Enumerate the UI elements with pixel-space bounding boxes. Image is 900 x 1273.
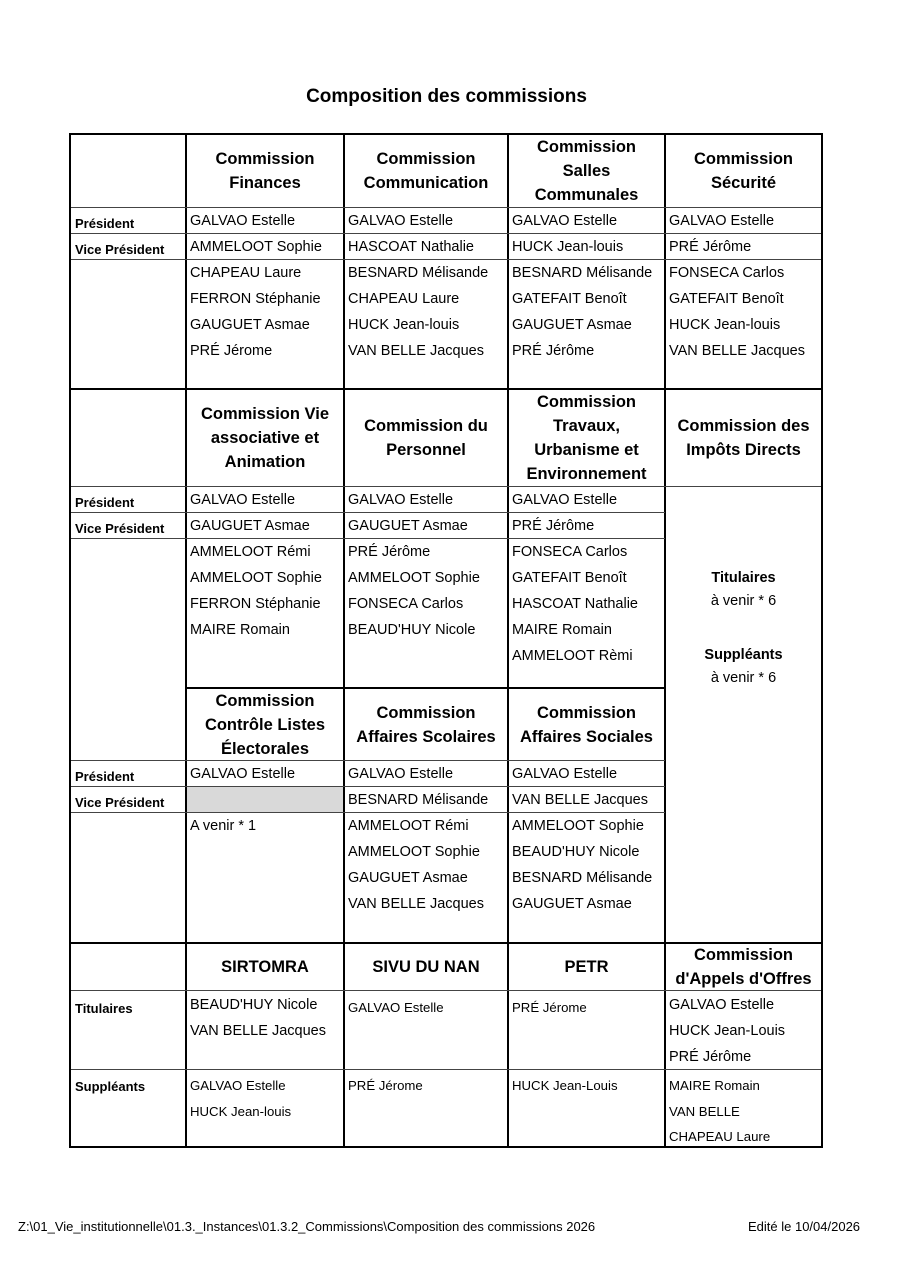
member-name: FONSECA Carlos <box>348 596 464 612</box>
member-name <box>187 787 295 813</box>
member-name: AMMELOOT Sophie <box>512 818 644 834</box>
member-name: HUCK Jean-Louis <box>669 1023 786 1039</box>
member-name: CHAPEAU Laure <box>190 265 302 281</box>
member-name: GALVAO Estelle <box>348 1000 444 1015</box>
titulaires-petr <box>509 995 587 1021</box>
label-suppleants: Suppléants <box>75 1079 146 1094</box>
member-name: GALVAO Estelle <box>190 492 296 508</box>
suppleants-sivu-du-nan <box>345 1073 423 1099</box>
member-name: BESNARD Mélisande <box>348 792 489 808</box>
header-commission-salles-communales: Commission Salles Communales <box>534 138 639 204</box>
member-name: BEAUD'HUY Nicole <box>512 844 640 860</box>
members-salles-communales <box>509 208 652 364</box>
member-name: AMMELOOT Rémi <box>348 818 469 834</box>
member-name: HUCK Jean-louis <box>512 239 624 255</box>
impots-titulaires-label: Titulaires <box>711 570 776 586</box>
member-name: A venir * 1 <box>190 818 257 834</box>
member-name: CHAPEAU Laure <box>348 291 460 307</box>
label-vice-president: Vice Président <box>75 795 165 810</box>
member-name: MAIRE Romain <box>190 622 290 638</box>
titulaires-appels-offres <box>666 992 785 1070</box>
member-name: BESNARD Mélisande <box>512 265 653 281</box>
header-commission-controle-listes: Commission Contrôle Listes Électorales <box>204 691 326 758</box>
member-name: HUCK Jean-louis <box>348 317 460 333</box>
label-titulaires: Titulaires <box>75 1001 133 1016</box>
member-name: FONSECA Carlos <box>512 544 628 560</box>
impots-directs-details <box>666 567 821 690</box>
member-name: GATEFAIT Benoît <box>512 570 627 586</box>
members-affaires-scolaires <box>345 761 488 917</box>
member-name: BESNARD Mélisande <box>348 265 489 281</box>
impots-titulaires-value: à venir * 6 <box>710 593 777 609</box>
header-commission-affaires-scolaires: Commission Affaires Scolaires <box>356 703 496 746</box>
suppleants-petr <box>509 1073 618 1099</box>
members-securite <box>666 208 805 364</box>
members-communication <box>345 208 488 364</box>
member-name: VAN BELLE Jacques <box>190 1023 326 1039</box>
member-name: GAUGUET Asmae <box>348 518 468 534</box>
member-name: GALVAO Estelle <box>512 213 618 229</box>
member-name: GALVAO Estelle <box>190 766 296 782</box>
header-petr: PETR <box>564 958 609 976</box>
member-name: GALVAO Estelle <box>669 213 775 229</box>
member-name: GALVAO Estelle <box>348 213 454 229</box>
members-vie-associative <box>187 487 322 643</box>
header-commission-communication: Commission Communication <box>363 150 489 192</box>
member-name: PRÉ Jérome <box>512 1000 587 1015</box>
member-name: GALVAO Estelle <box>512 492 618 508</box>
members-controle-listes <box>187 761 295 839</box>
member-name: FERRON Stéphanie <box>190 291 321 307</box>
members-affaires-sociales <box>509 761 652 917</box>
label-president: Président <box>75 769 135 784</box>
member-name: HUCK Jean-Louis <box>512 1078 618 1093</box>
member-name: GAUGUET Asmae <box>512 317 632 333</box>
header-commission-finances: Commission Finances <box>215 150 315 192</box>
member-name: GAUGUET Asmae <box>512 896 632 912</box>
members-travaux <box>509 487 638 669</box>
member-name: HASCOAT Nathalie <box>512 596 638 612</box>
header-sivu-du-nan: SIVU DU NAN <box>372 958 480 976</box>
member-name: HUCK Jean-louis <box>190 1104 292 1119</box>
header-commission-personnel: Commission du Personnel <box>364 417 488 459</box>
member-name: AMMELOOT Rèmi <box>512 648 633 664</box>
member-name: FERRON Stéphanie <box>190 596 321 612</box>
member-name: MAIRE Romain <box>669 1078 760 1093</box>
titulaires-sivu-du-nan <box>345 995 444 1021</box>
member-name: GALVAO Estelle <box>190 1078 286 1093</box>
suppleants-sirtomra <box>187 1073 291 1125</box>
member-name: VAN BELLE <box>669 1103 740 1119</box>
commissions-table <box>69 133 823 1148</box>
header-commission-affaires-sociales: Commission Affaires Sociales <box>520 703 653 746</box>
member-name: PRÉ Jérôme <box>669 1049 752 1065</box>
member-name: VAN BELLE Jacques <box>348 896 484 912</box>
header-commission-securite: Commission Sécurité <box>693 150 794 192</box>
member-name: BESNARD Mélisande <box>512 870 653 886</box>
footer-edit-date: Edité le 10/04/2026 <box>748 1219 861 1234</box>
member-name: VAN BELLE Jacques <box>512 792 648 808</box>
member-name: GAUGUET Asmae <box>348 870 468 886</box>
member-name: GALVAO Estelle <box>512 766 618 782</box>
member-name: VAN BELLE Jacques <box>669 343 805 359</box>
member-name: PRÉ Jérome <box>190 343 273 359</box>
label-president: Président <box>75 216 135 231</box>
member-name: AMMELOOT Sophie <box>190 570 322 586</box>
impots-suppleants-value: à venir * 6 <box>710 670 777 686</box>
member-name: AMMELOOT Rémi <box>190 544 311 560</box>
member-name: AMMELOOT Sophie <box>348 570 480 586</box>
label-vice-president: Vice Président <box>75 242 165 257</box>
header-commission-appels-offres: Commission d'Appels d'Offres <box>675 946 812 988</box>
member-name: GALVAO Estelle <box>348 492 454 508</box>
header-commission-impots-directs: Commission des Impôts Directs <box>677 417 810 459</box>
member-name: GAUGUET Asmae <box>190 317 310 333</box>
member-name: PRÉ Jérome <box>348 1078 423 1093</box>
member-name: MAIRE Romain <box>512 622 612 638</box>
member-name: FONSECA Carlos <box>669 265 785 281</box>
member-name: GAUGUET Asmae <box>190 518 310 534</box>
member-name: AMMELOOT Sophie <box>190 239 322 255</box>
member-name: AMMELOOT Sophie <box>348 844 480 860</box>
footer-file-path: Z:\01_Vie_institutionnelle\01.3._Instances\01.3.2_Commissions\Composition des commissions 2026 <box>18 1219 596 1234</box>
member-name: PRÉ Jérôme <box>669 239 752 255</box>
member-name: PRÉ Jérôme <box>512 343 595 359</box>
member-name: VAN BELLE Jacques <box>348 343 484 359</box>
label-vice-president: Vice Président <box>75 521 165 536</box>
member-name: HUCK Jean-louis <box>669 317 781 333</box>
member-name: BEAUD'HUY Nicole <box>348 622 476 638</box>
impots-suppleants-label: Suppléants <box>704 647 783 663</box>
member-name: CHAPEAU Laure <box>669 1129 771 1144</box>
header-commission-travaux: Commission Travaux, Urbanisme et Environnement <box>526 393 647 483</box>
label-president: Président <box>75 495 135 510</box>
header-commission-vie-associative: Commission Vie associative et Animation <box>200 405 330 471</box>
member-name: PRÉ Jérôme <box>348 544 431 560</box>
member-name: GALVAO Estelle <box>190 213 296 229</box>
member-name: GALVAO Estelle <box>669 997 775 1013</box>
member-name: BEAUD'HUY Nicole <box>190 997 318 1013</box>
member-name: GALVAO Estelle <box>348 766 454 782</box>
member-name: HASCOAT Nathalie <box>348 239 474 255</box>
members-finances <box>187 208 322 364</box>
member-name: GATEFAIT Benoît <box>512 291 627 307</box>
members-personnel <box>345 487 480 643</box>
titulaires-sirtomra <box>187 992 326 1044</box>
page-title: Composition des commissions <box>306 86 587 107</box>
header-sirtomra: SIRTOMRA <box>221 958 309 976</box>
member-name: PRÉ Jérôme <box>512 518 595 534</box>
member-name: GATEFAIT Benoît <box>669 291 784 307</box>
suppleants-appels-offres <box>666 1073 770 1150</box>
